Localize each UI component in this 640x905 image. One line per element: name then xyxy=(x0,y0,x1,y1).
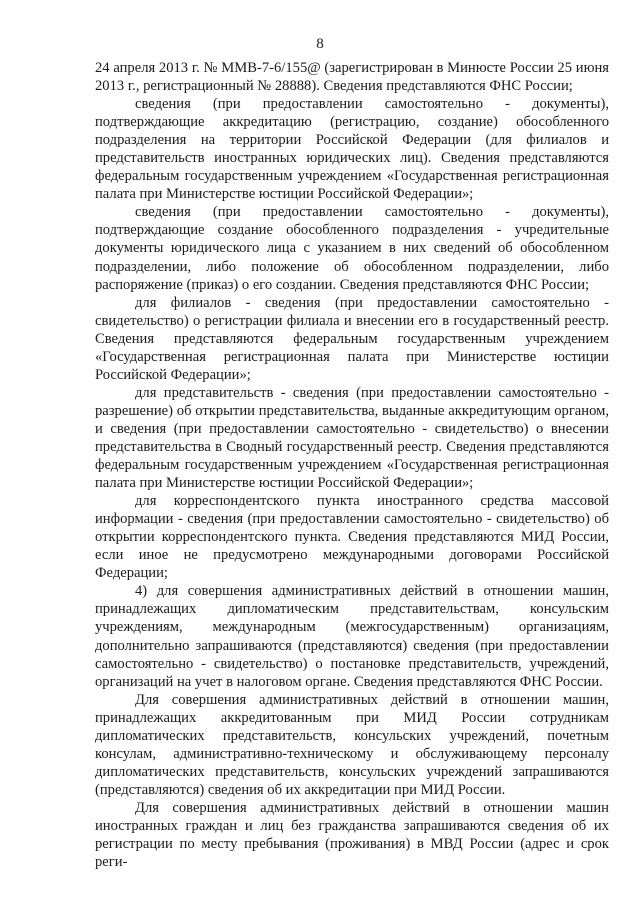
paragraph-9: Для совершения административных действий в отношении машин иностранных граждан и лиц без гражданства запрашиваются сведения об их регистрации по месту пребывания (проживания) в МВД России (адрес и срок реги- xyxy=(95,799,609,871)
paragraph-5: для представительств - сведения (при предоставлении самостоятельно - разрешение) об открытии представительства, выданные аккредитующим органом, и сведения (при предоставлении самостоятельно - свидетельство) о внесении представительства в Сводный государственный реестр. Сведения представляются федеральным государственным учреждением «Государственная регистрационная палата при Министерстве юстиции Российской Федерации»; xyxy=(95,384,609,492)
paragraph-1: 24 апреля 2013 г. № ММВ-7-6/155@ (зарегистрирован в Минюсте России 25 июня 2013 г., регистрационный № 28888). Сведения представляются ФНС России; xyxy=(95,60,609,95)
paragraph-2: сведения (при предоставлении самостоятельно - документы), подтверждающие аккредитацию (регистрацию, создание) обособленного подразделения на территории Российской Федерации (для филиалов и представительств иностранных юридических лиц). Сведения представляются федеральным государственным учреждением «Государственная регистрационная палата при Министерстве юстиции Российской Федерации»; xyxy=(95,96,609,203)
paragraph-4: для филиалов - сведения (при предоставлении самостоятельно - свидетельство) о регистрации филиала и внесении его в государственный реестр. Сведения представляются федеральным государственным учреждением «Государственная регистрационная палата при Министерстве юстиции Российской Федерации»; xyxy=(95,294,609,383)
paragraph-6: для корреспондентского пункта иностранного средства массовой информации - сведения (при предоставлении самостоятельно - свидетельство) об открытии корреспондентского пункта. Сведения представляются МИД России, если иное не предусмотрено международными договорами Российской Федерации; xyxy=(95,493,609,582)
document-body xyxy=(95,59,609,871)
page-number: 8 xyxy=(316,36,324,52)
paragraph-8: Для совершения административных действий в отношении машин, принадлежащих аккредитованным при МИД России сотрудникам дипломатических представительств, консульских учреждений, почетным консулам, административно-техническому и обслуживающему персоналу дипломатических представительств, консульских учреждений запрашиваются (представляются) сведения об их аккредитации при МИД России. xyxy=(95,691,609,798)
paragraph-7: 4) для совершения административных действий в отношении машин, принадлежащих дипломатическим представительствам, консульским учреждениям, международным (межгосударственным) организациям, дополнительно запрашиваются (представляются) сведения (при предоставлении самостоятельно - свидетельство) о постановке представительств, учреждений, организаций на учет в налоговом органе. Сведения представляются ФНС России. xyxy=(95,583,609,690)
paragraph-3: сведения (при предоставлении самостоятельно - документы), подтверждающие создание обособленного подразделения - учредительные документы юридического лица с указанием в них сведений об обособленном подразделении, либо положение об обособленном подразделении, либо распоряжение (приказ) о его создании. Сведения представляются ФНС России; xyxy=(95,204,609,293)
